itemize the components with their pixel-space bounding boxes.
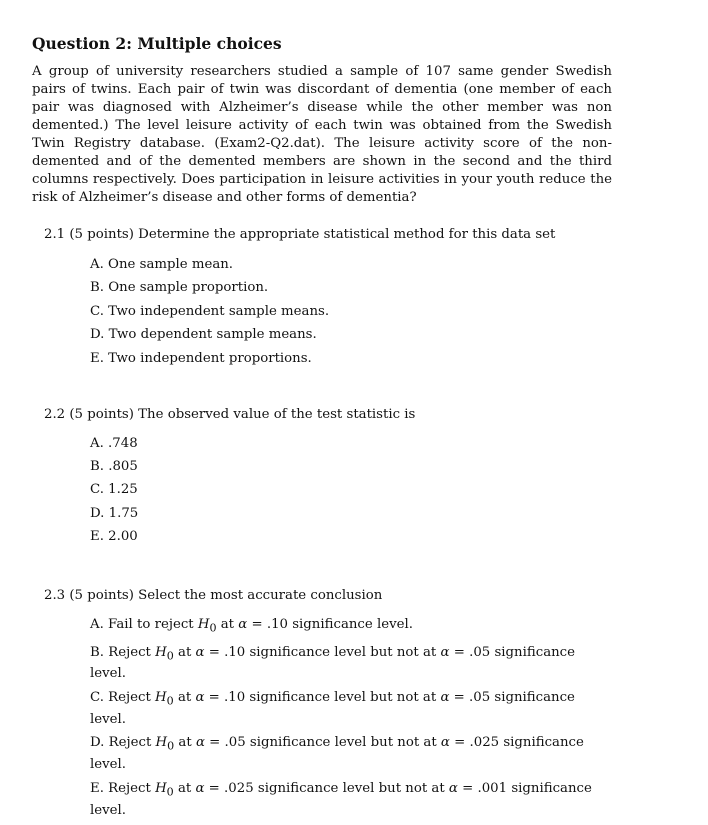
part-title: 2.3 (5 points) Select the most accurate conclusion xyxy=(44,588,383,604)
document-page xyxy=(32,34,612,825)
part-2-2 xyxy=(44,406,612,547)
option-b: B. One sample proportion. xyxy=(90,280,269,296)
part-2-3 xyxy=(44,587,612,819)
option-d: D. Reject $H_0$ at α = .05 significance level but not at α = .025 significance level. xyxy=(90,735,584,773)
option-a: A. Fail to reject $H_0$ at α = .10 significance level. xyxy=(90,617,413,635)
question-paragraph: A group of university researchers studied a sample of 107 same gender Swedish pairs of twins. Each pair of twin was discordant of dementia (one member of each pair was diagnosed with Alzheimer’s disease while the other member was non demented.) The level leisure activity of each twin was obtained from the Swedish Twin Registry database. (Exam2-Q2.dat). The leisure activity score of the non-demented and of the demented members are shown in the second and the third columns respectively. Does participation in leisure activities in your youth reduce the risk of Alzheimer’s disease and other forms of dementia? xyxy=(32,64,612,205)
option-list xyxy=(90,616,612,819)
option-a: A. One sample mean. xyxy=(90,257,234,272)
option-c: C. Two independent sample means. xyxy=(90,303,330,319)
part-title: 2.1 (5 points) Determine the appropriate statistical method for this data set xyxy=(44,227,556,242)
option-a: A. .748 xyxy=(90,435,138,451)
option-b: B. .805 xyxy=(90,458,138,474)
option-d: D. Two dependent sample means. xyxy=(90,327,317,343)
option-e: E. Reject $H_0$ at α = .025 significance level but not at α = .001 significance level. xyxy=(90,780,592,818)
part-2-1 xyxy=(44,226,612,368)
option-list xyxy=(90,256,612,368)
option-c: C. 1.25 xyxy=(90,482,138,498)
option-b: B. Reject $H_0$ at α = .10 significance level but not at α = .05 significance level. xyxy=(90,644,575,682)
option-d: D. 1.75 xyxy=(90,505,139,521)
option-e: E. Two independent proportions. xyxy=(90,350,312,366)
option-c: C. Reject $H_0$ at α = .10 significance level but not at α = .05 significance level. xyxy=(90,690,575,727)
option-e: E. 2.00 xyxy=(90,529,138,545)
option-list xyxy=(90,435,612,547)
question-title: Question 2: Multiple choices xyxy=(32,34,282,53)
part-title: 2.2 (5 points) The observed value of the test statistic is xyxy=(44,406,416,422)
